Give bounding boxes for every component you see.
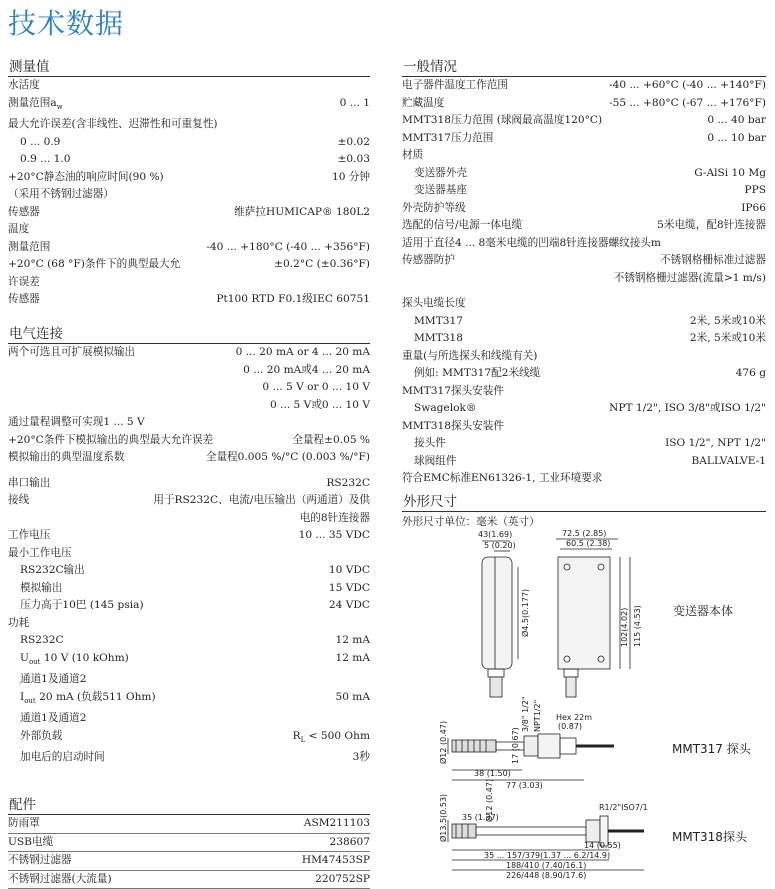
spec-row (8, 449, 370, 467)
dim-77: 77 (3.03) (506, 781, 543, 790)
spec-value: 15 VDC (329, 580, 370, 598)
spec-value: ISO 1/2", NPT 1/2" (665, 435, 766, 453)
spec-row (8, 151, 370, 169)
spec-row (8, 239, 370, 257)
spec-row (8, 650, 370, 672)
spec-value: ASM211103 (304, 815, 370, 833)
spec-row (8, 749, 370, 767)
dim-npt: NPT1/2" (533, 700, 542, 732)
mmt317-drawing (444, 712, 644, 794)
spec-row (402, 295, 766, 313)
mmt318-label: MMT318探头 (672, 828, 747, 845)
spec-value: Pt100 RTD F0.1级IEC 60751 (216, 291, 370, 309)
spec-row (8, 689, 370, 711)
spec-label: 外部负载 (8, 728, 62, 746)
spec-row (402, 435, 766, 453)
spec-label: 选配的信号/电源一体电缆 (402, 217, 522, 235)
spec-value: -40 ... +180°C (-40 ... +356°F) (206, 239, 370, 257)
spec-label: 重量(与所选探头和线缆有关) (402, 348, 537, 366)
spec-label: 模拟输出的典型温度系数 (8, 449, 125, 467)
spec-value: 50 mA (335, 689, 370, 707)
spec-label: USB电缆 (8, 834, 53, 852)
spec-label: 测量范围 (8, 239, 50, 257)
dim-188: 188/410 (7.40/16.1) (506, 861, 586, 870)
spec-value: 0 ... 10 bar (707, 130, 766, 148)
dim-38: 38 (1.50) (474, 769, 511, 778)
spec-row (8, 134, 370, 152)
spec-label: $U_{out}$ 10 V (10 kOhm) (8, 650, 129, 672)
spec-row (8, 597, 370, 615)
spec-label: +20°C静态油的响应时间(90 %) (8, 169, 164, 187)
mmt318-drawing (444, 800, 654, 882)
spec-label: 变送器基座 (402, 182, 467, 200)
spec-value: 0 ... 20 mA或4 ... 20 mA (243, 362, 370, 380)
spec-row (402, 252, 766, 270)
dim-hex: Hex 22m (556, 713, 592, 722)
spec-label: 最小工作电压 (8, 545, 72, 563)
spec-row (8, 344, 370, 362)
spec-row (402, 217, 766, 235)
spec-value: -55 ... +80°C (-67 ... +176°F) (609, 95, 766, 113)
spec-label: MMT318压力范围 (球阀最高温度120°C) (402, 112, 602, 130)
spec-row (8, 834, 370, 853)
section-gap (8, 467, 370, 475)
spec-row (8, 710, 370, 728)
spec-row (8, 221, 370, 239)
spec-label: 压力高于10巴 (145 psia) (8, 597, 144, 615)
dim-hex2: (0.87) (558, 722, 582, 731)
spec-value: IP66 (741, 200, 766, 218)
spec-row (8, 291, 370, 309)
spec-label: 工作电压 (8, 527, 50, 545)
spec-row (402, 348, 766, 366)
dim-17: 17 (0.67) (511, 727, 520, 764)
spec-label: +20°C条件下模拟输出的典型最大允许误差 (8, 432, 213, 450)
spec-value: 12 mA (335, 650, 370, 668)
spec-value: 电的8针连接器 (300, 510, 370, 528)
dim-35: 35 (1.37) (462, 813, 499, 822)
dimensions-section (402, 493, 766, 532)
spec-label: 变送器外壳 (402, 165, 467, 183)
spec-row (8, 362, 370, 380)
spec-label: +20°C (68 °F)条件下的典型最大允 (8, 256, 180, 274)
spec-label: 防雨罩 (8, 815, 40, 833)
spec-row (402, 165, 766, 183)
spec-row (8, 116, 370, 134)
spec-value: 10 ... 35 VDC (299, 527, 370, 545)
spec-row (8, 475, 370, 493)
left-column (8, 58, 370, 309)
spec-value: BALLVALVE-1 (691, 453, 766, 471)
spec-label: 传感器防护 (402, 252, 455, 270)
spec-label: MMT318 (402, 330, 463, 348)
spec-row (402, 330, 766, 348)
spec-row (402, 383, 766, 401)
spec-value: 24 VDC (329, 597, 370, 615)
spec-label: 功耗 (8, 615, 29, 633)
spec-value: 0 ... 5 V or 0 ... 10 V (262, 379, 370, 397)
spec-label: 通道1及通道2 (8, 671, 86, 689)
spec-label: 符合EMC标准EN61326-1, 工业环境要求 (402, 470, 602, 488)
spec-label: 例如: MMT317配2米线缆 (402, 365, 540, 383)
spec-row (402, 130, 766, 148)
general-heading: 一般情况 (402, 58, 766, 77)
spec-value: ±0.2°C (±0.36°F) (274, 256, 370, 274)
spec-value: RS232C (326, 475, 370, 493)
spec-value: 3秒 (353, 749, 370, 767)
spec-row (402, 418, 766, 436)
spec-value: $R_L < 500$ Ohm (293, 728, 370, 750)
spec-label: 水活度 (8, 77, 40, 95)
spec-label: 通过量程调整可实现1 ... 5 V (8, 414, 145, 432)
spec-row (8, 615, 370, 633)
spec-value: NPT 1/2", ISO 3/8"或ISO 1/2" (609, 400, 766, 418)
spec-value: 476 g (736, 365, 766, 383)
spec-label: MMT317探头安装件 (402, 383, 504, 401)
spec-label: 贮藏温度 (402, 95, 444, 113)
spec-row (402, 470, 766, 488)
spec-value: ±0.02 (338, 134, 370, 152)
spec-row (8, 527, 370, 545)
spec-value: 用于RS232C、电流/电压输出（两通道）及供 (153, 492, 370, 510)
spec-label: MMT317压力范围 (402, 130, 493, 148)
spec-value: ±0.03 (338, 151, 370, 169)
accessories-heading: 配件 (8, 796, 370, 815)
spec-value: G-AlSi 10 Mg (694, 165, 766, 183)
spec-row (402, 365, 766, 383)
spec-value: 220752SP (315, 871, 370, 889)
spec-row (402, 400, 766, 418)
spec-value: 238607 (330, 834, 370, 852)
section-gap (402, 287, 766, 295)
spec-row (402, 95, 766, 113)
spec-label: RS232C (8, 632, 64, 650)
spec-label: 测量范围$a_w$ (8, 95, 63, 117)
spec-row (8, 274, 370, 292)
spec-label: 温度 (8, 221, 29, 239)
spec-row (8, 580, 370, 598)
dim-range: 35 ... 157/379(1.37 ... 6.2/14.9) (484, 851, 610, 860)
spec-label: Swagelok® (402, 400, 476, 418)
dim-thread: 3/8" 1/2" (521, 696, 530, 732)
spec-value: 0 ... 5 V或0 ... 10 V (270, 397, 370, 415)
spec-row (8, 256, 370, 274)
dim-115: 115 (4.53) (633, 605, 642, 647)
dim-14: 14 (0.55) (584, 841, 621, 850)
spec-label: MMT317 (402, 313, 463, 331)
spec-value: 10 分钟 (332, 169, 370, 187)
spec-row (402, 270, 766, 288)
spec-label: 不锈钢过滤器(大流量) (8, 871, 112, 889)
spec-label: 外壳防护等级 (402, 200, 466, 218)
spec-row (8, 871, 370, 889)
spec-row (8, 414, 370, 432)
dimensions-heading: 外形尺寸 (402, 493, 766, 512)
spec-row (8, 852, 370, 871)
spec-label: 两个可选且可扩展模拟输出 (8, 344, 135, 362)
spec-row (402, 147, 766, 165)
spec-row (402, 112, 766, 130)
dim-hole: Ø4.5(0.177) (520, 589, 530, 637)
dim-dia12: Ø12 (0.47) (438, 721, 448, 764)
spec-row (8, 169, 370, 187)
spec-label: MMT318探头安装件 (402, 418, 504, 436)
spec-label: 模拟输出 (8, 580, 62, 598)
spec-label: 适用于直径4 ... 8毫米电缆的凹端8针连接器螺纹接头m (402, 235, 661, 253)
spec-row (8, 95, 370, 117)
spec-row (8, 186, 370, 204)
spec-row (8, 492, 370, 510)
spec-label: 接线 (8, 492, 29, 510)
spec-row (8, 397, 370, 415)
spec-label: 不锈钢过滤器 (8, 852, 72, 870)
spec-label: 接头件 (402, 435, 446, 453)
spec-value: HM47453SP (302, 852, 370, 870)
spec-label: 最大允许误差(含非线性、迟滞性和可重复性) (8, 116, 218, 134)
page-title: 技术数据 (8, 2, 124, 42)
dim-r12: R1/2"ISO7/1 (599, 803, 648, 812)
spec-label: 传感器 (8, 204, 40, 222)
spec-label: $I_{out}$ 20 mA (负载511 Ohm) (8, 689, 156, 711)
transmitter-label: 变送器本体 (673, 602, 733, 619)
spec-row (402, 235, 766, 253)
dim-102: 102(4.02) (620, 608, 629, 647)
spec-row (402, 453, 766, 471)
spec-value: 0 ... 20 mA or 4 ... 20 mA (236, 344, 370, 362)
spec-value: 维萨拉HUMICAP® 180L2 (234, 204, 370, 222)
spec-row (8, 510, 370, 528)
spec-value: 不锈钢格栅过滤器(流量>1 m/s) (614, 270, 766, 288)
measurement-table (8, 77, 370, 309)
electrical-table (8, 344, 370, 767)
spec-value: 2米, 5米或10米 (690, 313, 766, 331)
spec-row (8, 432, 370, 450)
spec-row (8, 632, 370, 650)
spec-value: 5米电缆，配8针连接器 (657, 217, 766, 235)
spec-row (8, 562, 370, 580)
dim-226: 226/448 (8.90/17.6) (506, 871, 586, 880)
spec-row (402, 77, 766, 95)
spec-label: 球阀组件 (402, 453, 456, 471)
spec-label: 传感器 (8, 291, 40, 309)
dimensions-subheading: 外形尺寸单位：毫米（英寸） (402, 514, 540, 532)
spec-row (402, 200, 766, 218)
dim-dia13: Ø13.5(0.53) (438, 794, 448, 842)
spec-value: PPS (744, 182, 766, 200)
dim-5: 5 (0.20) (484, 541, 516, 550)
spec-value: 12 mA (335, 632, 370, 650)
transmitter-drawing (470, 527, 660, 707)
spec-row (8, 671, 370, 689)
spec-label: 许误差 (8, 274, 40, 292)
accessories-table (8, 815, 370, 889)
spec-label: 串口输出 (8, 475, 50, 493)
spec-label: 0 ... 0.9 (8, 134, 60, 152)
general-section (402, 58, 766, 488)
dim-72: 72.5 (2.85) (562, 529, 606, 538)
spec-label: 探头电缆长度 (402, 295, 466, 313)
general-table (402, 77, 766, 488)
spec-row (8, 204, 370, 222)
spec-row (8, 815, 370, 834)
accessories-section (8, 796, 370, 889)
spec-value: 0 ... 40 bar (707, 112, 766, 130)
spec-label: 通道1及通道2 (8, 710, 86, 728)
dim-dia12b: Ø12 (0.47) (484, 779, 494, 822)
spec-row (402, 182, 766, 200)
spec-label: 材质 (402, 147, 423, 165)
spec-row (8, 379, 370, 397)
spec-value: -40 ... +60°C (-40 ... +140°F) (609, 77, 766, 95)
electrical-heading: 电气连接 (8, 325, 370, 344)
spec-row (402, 313, 766, 331)
dim-43: 43(1.69) (478, 530, 512, 539)
spec-value: 10 VDC (329, 562, 370, 580)
spec-label: 电子器件温度工作范围 (402, 77, 508, 95)
spec-row (8, 728, 370, 750)
spec-row (8, 77, 370, 95)
spec-label: （采用不锈钢过滤器） (8, 186, 114, 204)
dim-60: 60.5 (2.38) (566, 539, 610, 548)
electrical-section (8, 325, 370, 767)
spec-value: 不锈钢格栅标准过滤器 (660, 252, 766, 270)
spec-label: 加电后的启动时间 (8, 749, 105, 767)
mmt317-label: MMT317 探头 (672, 740, 751, 757)
spec-label: 0.9 ... 1.0 (8, 151, 71, 169)
spec-value: 全量程0.005 %/°C (0.003 %/°F) (206, 449, 370, 467)
spec-value: 2米, 5米或10米 (690, 330, 766, 348)
spec-value: 全量程±0.05 % (292, 432, 370, 450)
measurement-heading: 测量值 (8, 58, 370, 77)
spec-row (8, 545, 370, 563)
spec-value: 0 ... 1 (340, 95, 370, 113)
spec-label: RS232C输出 (8, 562, 85, 580)
